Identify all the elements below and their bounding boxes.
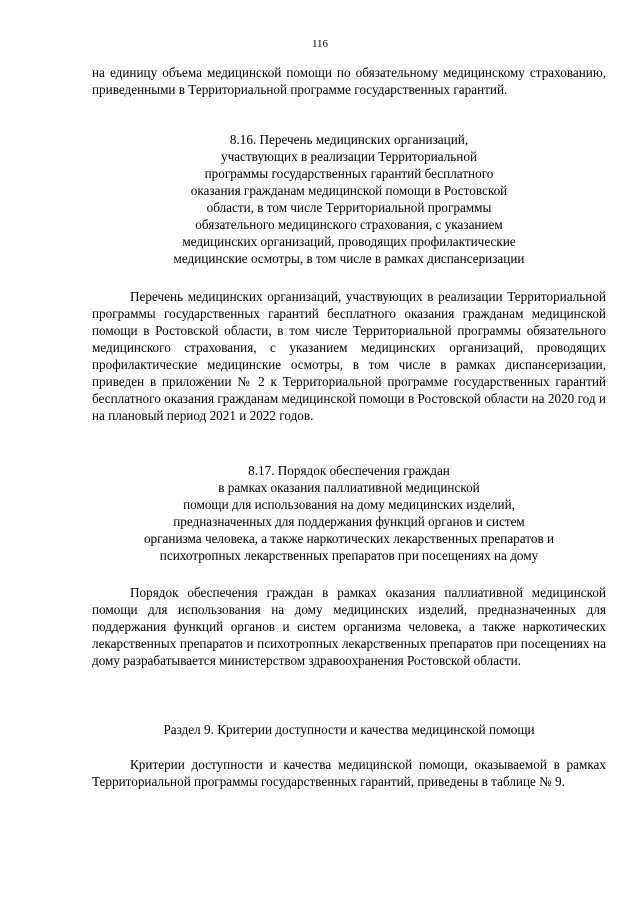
heading-text: Раздел 9. Критерии доступности и качества медицинской помощи [163,722,535,737]
heading-line: помощи для использования на дому медицинских изделий, [183,497,515,512]
section-heading-8-17 [92,462,606,564]
paragraph-text: Перечень медицинских организаций, участвующих в реализации Территориальной программы государственных гарантий бесплатного оказания гражданам медицинской помощи в Ростовской области, в том числе Территориальной программы обязательного медицинского страхования, с указанием медицинских организаций, проводящих профилактические медицинские осмотры, в том числе в рамках диспансеризации, приведен в приложении № 2 к Территориальной программе государственных гарантий бесплатного оказания гражданам медицинской помощи в Ростовской области на 2020 год и на плановый период 2021 и 2022 годов. [92,289,606,423]
heading-line: программы государственных гарантий бесплатного [204,166,494,181]
heading-line: области, в том числе Территориальной программы [206,200,492,215]
heading-line: 8.16. Перечень медицинских организаций, [229,132,469,147]
section-heading-9 [92,721,606,738]
heading-line: в рамках оказания паллиативной медицинской [218,480,480,495]
heading-line: 8.17. Порядок обеспечения граждан [248,463,450,478]
paragraph-9 [92,756,606,790]
paragraph-text: Порядок обеспечения граждан в рамках оказания паллиативной медицинской помощи для использования на дому медицинских изделий, предназначенных для поддержания функций органов и систем организма человека, а также наркотических лекарственных препаратов и психотропных лекарственных препаратов при посещениях на дому разрабатывается министерством здравоохранения Ростовской области. [92,585,606,668]
paragraph-8-17 [92,584,606,669]
page-number: 116 [311,38,329,50]
paragraph-continuation [92,64,606,98]
section-heading-8-16 [92,131,606,267]
heading-line: предназначенных для поддержания функций органов и систем [173,514,525,529]
heading-line: психотропных лекарственных препаратов при посещениях на дому [159,548,539,563]
paragraph-text: на единицу объема медицинской помощи по обязательному медицинскому страхованию, приведенными в Территориальной программе государственных гарантий. [92,65,606,97]
heading-text [92,462,606,564]
heading-line: участвующих в реализации Территориальной [220,149,478,164]
heading-line: организма человека, а также наркотических лекарственных препаратов и [143,531,555,546]
paragraph-8-16 [92,288,606,424]
paragraph-text: Критерии доступности и качества медицинской помощи, оказываемой в рамках Территориальной программы государственных гарантий, приведены в таблице № 9. [92,757,606,789]
heading-line: медицинских организаций, проводящих профилактические [182,234,516,249]
heading-line: обязательного медицинского страхования, с указанием [195,217,503,232]
heading-text [92,131,606,267]
heading-line: оказания гражданам медицинской помощи в Ростовской [190,183,508,198]
heading-line: медицинские осмотры, в том числе в рамках диспансеризации [173,251,525,266]
